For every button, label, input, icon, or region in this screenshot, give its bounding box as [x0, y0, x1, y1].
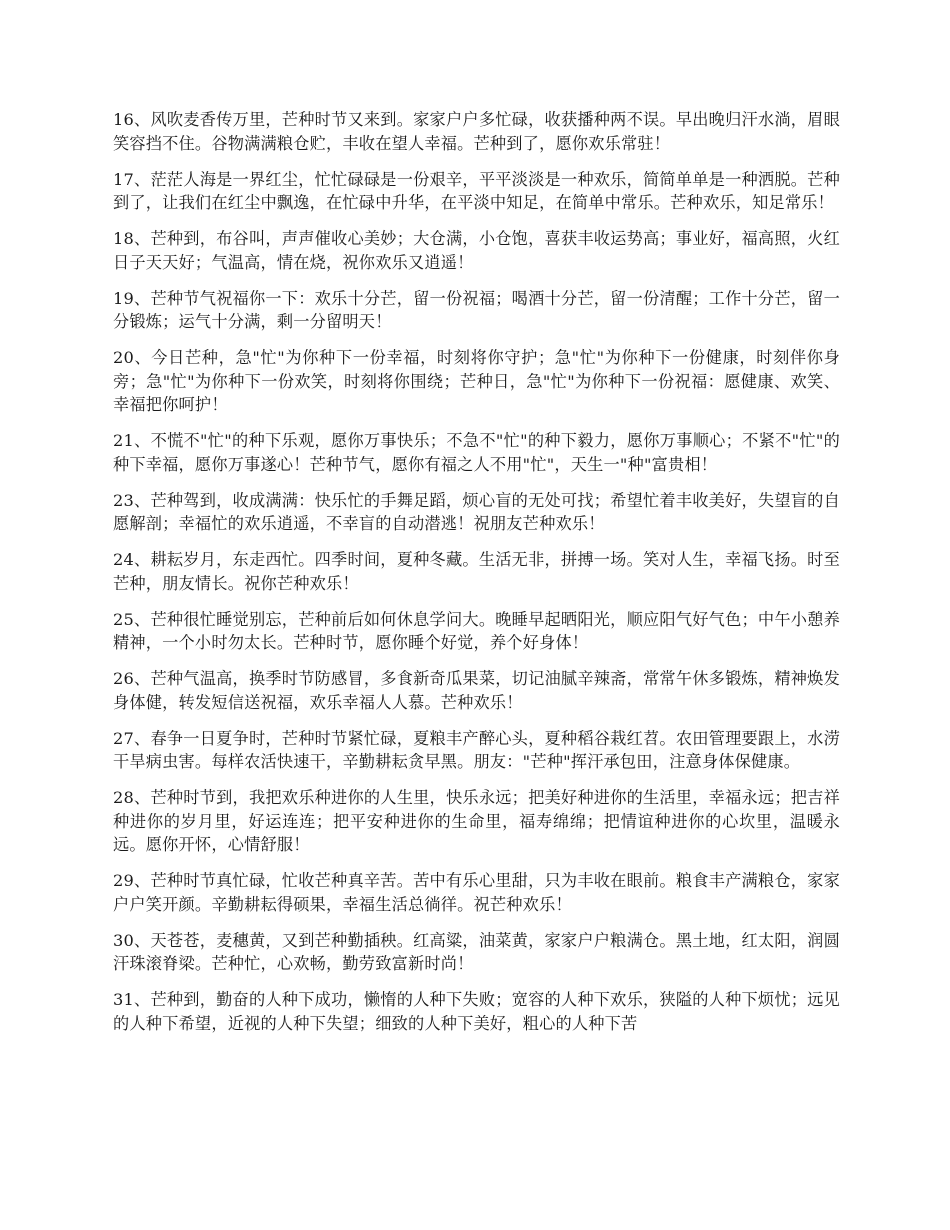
paragraph-23: 23、芒种驾到，收成满满：快乐忙的手舞足蹈，烦心盲的无处可找；希望忙着丰收美好，失望盲的自愿解剖；幸福忙的欢乐逍遥，不幸盲的自动潜逃！祝朋友芒种欢乐！	[113, 490, 840, 533]
paragraph-20: 20、今日芒种，急"忙"为你种下一份幸福，时刻将你守护；急"忙"为你种下一份健康，时刻伴你身旁；急"忙"为你种下一份欢笑，时刻将你围绕；芒种日，急"忙"为你种下一份祝福：愿健康、欢笑、幸福把你呵护！	[113, 348, 840, 414]
paragraph-28: 28、芒种时节到，我把欢乐种进你的人生里，快乐永远；把美好种进你的生活里，幸福永远；把吉祥种进你的岁月里，好运连连；把平安种进你的生命里，福寿绵绵；把情谊种进你的心坎里，温暖永远。愿你开怀，心情舒服！	[113, 788, 840, 854]
paragraph-16: 16、风吹麦香传万里，芒种时节又来到。家家户户多忙碌，收获播种两不误。早出晚归汗水淌，眉眼笑容挡不住。谷物满满粮仓贮，丰收在望人幸福。芒种到了，愿你欢乐常驻！	[113, 110, 840, 153]
paragraph-29: 29、芒种时节真忙碌，忙收芒种真辛苦。苦中有乐心里甜，只为丰收在眼前。粮食丰产满粮仓，家家户户笑开颜。辛勤耕耘得硕果，幸福生活总徜徉。祝芒种欢乐！	[113, 871, 840, 914]
paragraph-26: 26、芒种气温高，换季时节防感冒，多食新奇瓜果菜，切记油腻辛辣斋，常常午休多锻炼，精神焕发身体健，转发短信送祝福，欢乐幸福人人慕。芒种欢乐！	[113, 669, 840, 712]
paragraph-25: 25、芒种很忙睡觉别忘，芒种前后如何休息学问大。晚睡早起晒阳光，顺应阳气好气色；中午小憩养精神，一个小时勿太长。芒种时节，愿你睡个好觉，养个好身体！	[113, 609, 840, 652]
paragraph-27: 27、春争一日夏争时，芒种时节紧忙碌，夏粮丰产醉心头，夏种稻谷栽红苕。农田管理要跟上，水涝干旱病虫害。每样农活快速干，辛勤耕耘贪早黑。朋友："芒种"挥汗承包田，注意身体保健康。	[113, 728, 840, 771]
paragraph-17: 17、茫茫人海是一界红尘，忙忙碌碌是一份艰辛，平平淡淡是一种欢乐，简简单单是一种洒脱。芒种到了，让我们在红尘中飘逸，在忙碌中升华，在平淡中知足，在简单中常乐。芒种欢乐，知足常乐！	[113, 169, 840, 212]
paragraph-31: 31、芒种到，勤奋的人种下成功，懒惰的人种下失败；宽容的人种下欢乐，狭隘的人种下烦忧；远见的人种下希望，近视的人种下失望；细致的人种下美好，粗心的人种下苦	[113, 990, 840, 1033]
document-body	[113, 108, 840, 1048]
paragraph-18: 18、芒种到，布谷叫，声声催收心美妙；大仓满，小仓饱，喜获丰收运势高；事业好，福高照，火红日子天天好；气温高，情在烧，祝你欢乐又逍遥！	[113, 229, 840, 272]
paragraph-30: 30、天苍苍，麦穗黄，又到芒种勤插秧。红高粱，油菜黄，家家户户粮满仓。黑土地，红太阳，润圆汗珠滚脊梁。芒种忙，心欢畅，勤劳致富新时尚！	[113, 930, 840, 973]
paragraph-21: 21、不慌不"忙"的种下乐观，愿你万事快乐；不急不"忙"的种下毅力，愿你万事顺心；不紧不"忙"的种下幸福，愿你万事遂心！芒种节气，愿你有福之人不用"忙"，天生一"种"富贵相！	[113, 431, 840, 474]
paragraph-24: 24、耕耘岁月，东走西忙。四季时间，夏种冬藏。生活无非，拼搏一场。笑对人生，幸福飞扬。时至芒种，朋友情长。祝你芒种欢乐！	[113, 550, 840, 593]
paragraph-19: 19、芒种节气祝福你一下：欢乐十分芒，留一份祝福；喝酒十分芒，留一份清醒；工作十分芒，留一分锻炼；运气十分满，剩一分留明天！	[113, 288, 840, 331]
